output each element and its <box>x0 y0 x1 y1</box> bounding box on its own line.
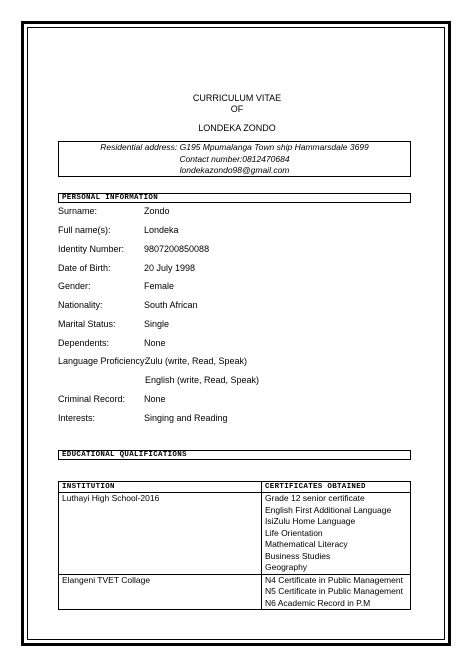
certificate-item: Mathematical Literacy <box>265 539 348 549</box>
field-label-gender: Gender: <box>58 281 91 291</box>
field-value-identity-number: 9807200850088 <box>144 244 210 254</box>
field-label-full-names: Full name(s): <box>58 225 111 235</box>
certificate-item: English First Additional Language <box>265 504 392 515</box>
field-label-language-proficiency: Language Proficiency: <box>58 356 148 366</box>
field-label-identity-number: Identity Number: <box>58 244 125 254</box>
field-value-full-names: Londeka <box>144 225 179 235</box>
certificate-item: N6 Academic Record in P.M <box>265 597 371 608</box>
certificate-item: N4 Certificate in Public Management <box>265 574 403 585</box>
education-heading: EDUCATIONAL QUALIFICATIONS <box>58 450 411 460</box>
field-label-marital-status: Marital Status: <box>58 319 116 329</box>
certificate-item: Life Orientation <box>265 527 323 538</box>
field-value-interests: Singing and Reading <box>144 413 228 423</box>
field-label-interests: Interests: <box>58 413 96 423</box>
education-table-header <box>59 482 411 493</box>
education-table <box>58 481 411 610</box>
institution-cell: Luthayi High School-2016 <box>59 493 262 575</box>
cv-title-of: OF <box>230 104 244 114</box>
col-certificates: CERTIFICATES OBTAINED <box>262 482 411 493</box>
field-label-surname: Surname: <box>58 206 98 216</box>
contact-box <box>58 141 411 177</box>
col-institution: INSTITUTION <box>59 482 262 493</box>
personal-info-heading: PERSONAL INFORMATION <box>58 193 411 203</box>
contact-number: Contact number:0812470684 <box>179 153 290 164</box>
certificate-item: Grade 12 senior certificate <box>265 493 365 503</box>
certificates-cell <box>262 574 411 610</box>
cv-candidate-name: LONDEKA ZONDO <box>198 123 276 133</box>
residential-address: Residential address: G195 Mpumalanga Town ship Hammarsdale 3699 <box>100 142 369 152</box>
field-value-gender: Female <box>144 281 175 291</box>
field-value-language-english: English (write, Read, Speak) <box>145 375 260 385</box>
field-label-dependents: Dependents: <box>58 338 110 348</box>
certificate-item: Geography <box>265 562 308 572</box>
certificate-item: IsiZulu Home Language <box>265 516 356 526</box>
field-value-dependents: None <box>144 338 166 348</box>
field-value-criminal-record: None <box>144 394 166 404</box>
certificates-cell <box>262 493 411 575</box>
field-label-nationality: Nationality: <box>58 300 103 310</box>
table-row <box>59 493 411 575</box>
table-row <box>59 574 411 610</box>
field-label-date-of-birth: Date of Birth: <box>58 263 111 273</box>
certificate-item: Business Studies <box>265 550 331 561</box>
field-value-nationality: South African <box>144 300 198 310</box>
field-value-language-zulu: Zulu (write, Read, Speak) <box>145 356 248 366</box>
certificate-item: N5 Certificate in Public Management <box>265 586 403 596</box>
email-address: londekazondo98@gmail.com <box>179 165 290 175</box>
field-label-criminal-record: Criminal Record: <box>58 394 126 404</box>
field-value-surname: Zondo <box>144 206 170 216</box>
field-value-date-of-birth: 20 July 1998 <box>144 263 196 273</box>
cv-title: CURRICULUM VITAE <box>192 93 282 103</box>
field-value-marital-status: Single <box>144 319 170 329</box>
institution-cell: Elangeni TVET Collage <box>59 574 262 610</box>
